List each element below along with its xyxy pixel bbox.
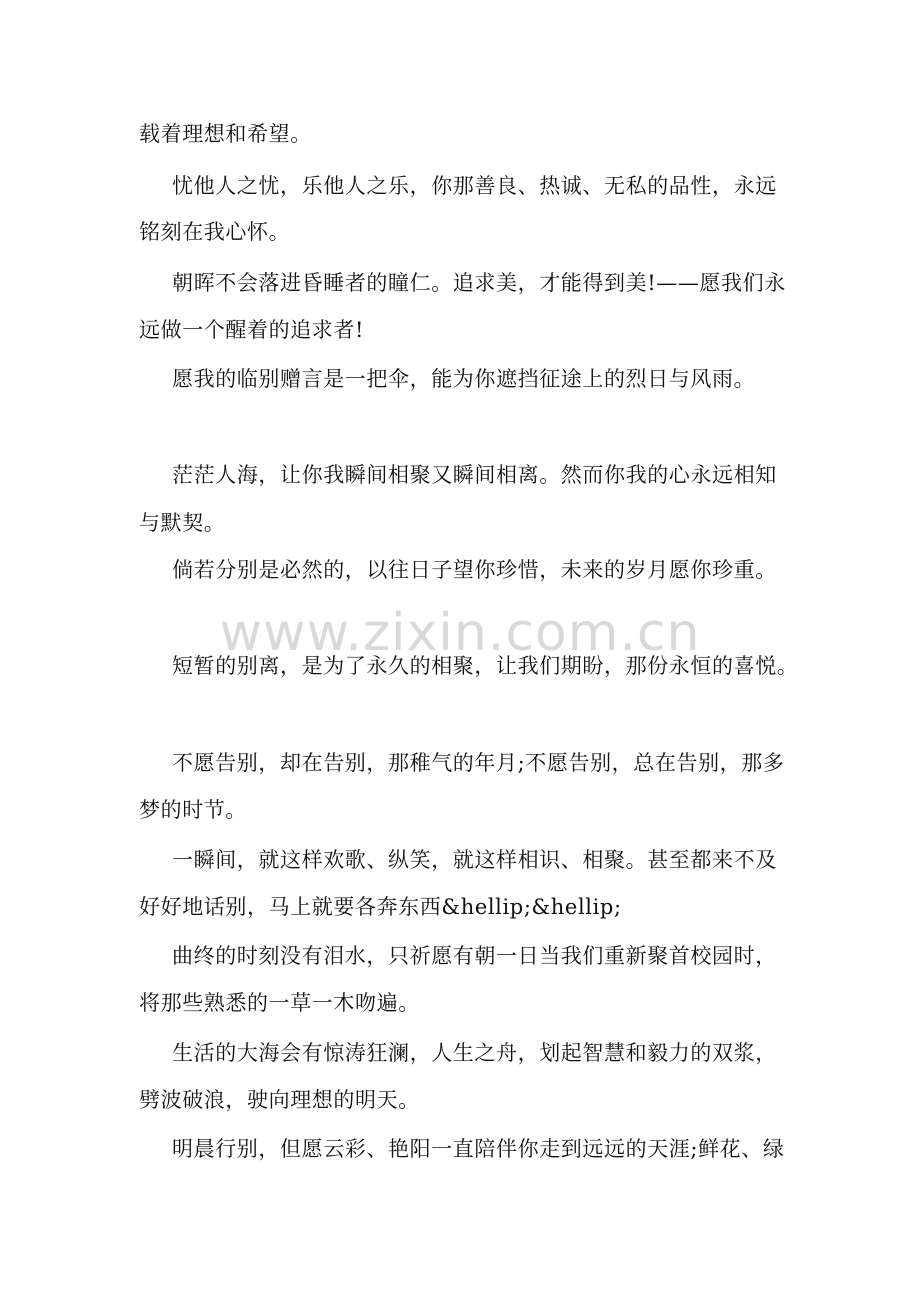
text-line: 劈波破浪，驶向理想的明天。 <box>139 1088 420 1112</box>
text-line: 明晨行别，但愿云彩、艳阳一直陪伴你走到远远的天涯;鲜花、绿 <box>172 1137 785 1161</box>
text-line: 不愿告别，却在告别，那稚气的年月;不愿告别，总在告别，那多 <box>172 751 785 775</box>
text-line: 茫茫人海，让你我瞬间相聚又瞬间相离。然而你我的心永远相知 <box>172 463 777 487</box>
text-line: 忧他人之忧，乐他人之乐，你那善良、热诚、无私的品性，永远 <box>172 174 777 198</box>
watermark: www.zixin.com.cn <box>219 603 701 663</box>
text-line: 朝晖不会落进昏睡者的瞳仁。追求美，才能得到美!——愿我们永 <box>172 271 786 295</box>
text-line: 短暂的别离，是为了永久的相聚，让我们期盼，那份永恒的喜悦。 <box>172 654 799 678</box>
text-line: 生活的大海会有惊涛狂澜，人生之舟，划起智慧和毅力的双浆， <box>172 1041 777 1065</box>
text-line: 将那些熟悉的一草一木吻遍。 <box>139 991 420 1015</box>
text-line: 与默契。 <box>139 511 226 535</box>
text-line: 曲终的时刻没有泪水，只祈愿有朝一日当我们重新聚首校园时， <box>172 944 777 968</box>
text-line: 载着理想和希望。 <box>139 122 312 146</box>
text-line: 梦的时节。 <box>139 798 247 822</box>
text-line: 倘若分别是必然的，以往日子望你珍惜，未来的岁月愿你珍重。 <box>172 558 777 582</box>
text-line: 远做一个醒着的追求者! <box>139 318 365 342</box>
text-line: 好好地话别，马上就要各奔东西&hellip;&hellip; <box>139 895 622 919</box>
text-line: 愿我的临别赠言是一把伞，能为你遮挡征途上的烈日与风雨。 <box>172 367 756 391</box>
text-line: 铭刻在我心怀。 <box>139 220 291 244</box>
text-line: 一瞬间，就这样欢歌、纵笑，就这样相识、相聚。甚至都来不及 <box>172 848 777 872</box>
